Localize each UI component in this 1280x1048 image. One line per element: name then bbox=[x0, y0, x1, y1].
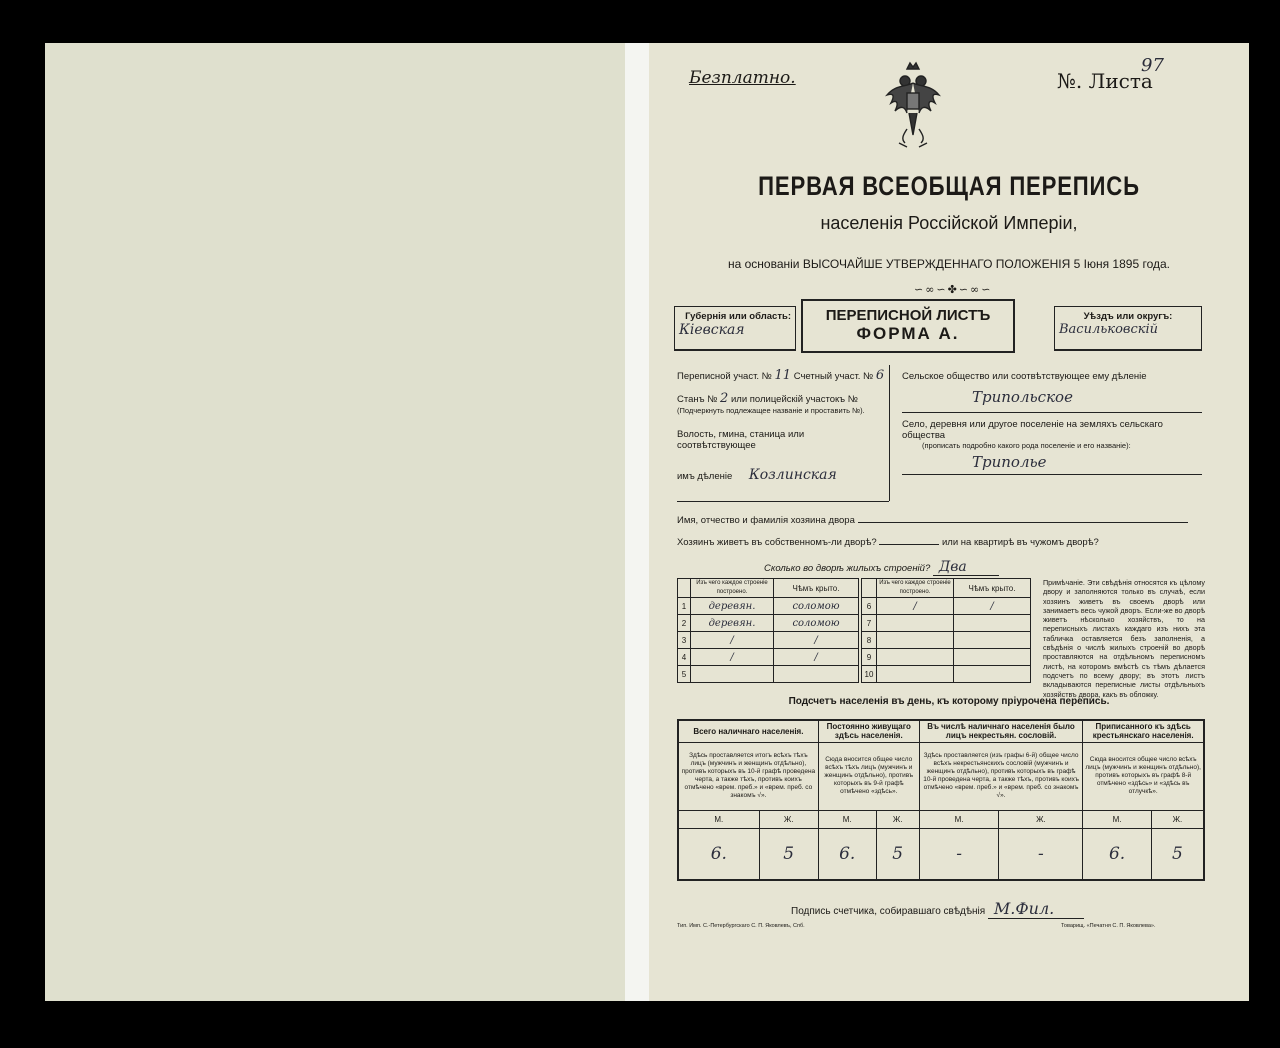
buildings-value: Два bbox=[933, 559, 999, 576]
roof-header-right: Чѣмъ крыто. bbox=[954, 579, 1031, 598]
permanent-population-desc: Сюда вносится общее число всѣхъ тѣхъ лицъ (мужчинъ и женщинъ отдѣльно), противъ которыхъ въ 9-й графѣ отмѣчено «здѣсь». bbox=[818, 742, 919, 810]
building-n-cell: 2 bbox=[678, 615, 691, 632]
non-peasant-desc: Здѣсь проставляется (изъ графы 6-й) общее число всѣхъ некрестьянскихъ сословій (мужчинъ и женщинъ отдѣльно), противъ которыхъ въ графѣ 10-й проведена черта, а также тѣхъ, противъ коихъ отмѣчено «врем. преб.» и «врем. преб. со знакомъ √». bbox=[919, 742, 1083, 810]
building-material-cell bbox=[877, 649, 954, 666]
building-row bbox=[678, 666, 859, 683]
building-roof-cell: соломою bbox=[774, 615, 859, 632]
building-material-cell: деревян. bbox=[691, 598, 774, 615]
summary-value: 6. bbox=[678, 828, 759, 880]
building-roof-cell bbox=[954, 666, 1031, 683]
building-row bbox=[862, 598, 1031, 615]
volost-value: Козлинская bbox=[748, 467, 837, 483]
total-population-header: Всего наличнаго населенія. bbox=[678, 720, 818, 742]
building-material-cell bbox=[877, 632, 954, 649]
double-headed-eagle-emblem-icon bbox=[881, 59, 945, 155]
sheet-label: №. Листа bbox=[1057, 69, 1153, 93]
owner-label: Имя, отчество и фамилія хозяина двора bbox=[677, 515, 855, 526]
building-n-cell: 8 bbox=[862, 632, 877, 649]
permanent-population-header: Постоянно живущаго здѣсь населенія. bbox=[818, 720, 919, 742]
building-n-cell: 4 bbox=[678, 649, 691, 666]
counting-district-label: Счетный участ. № bbox=[793, 371, 874, 382]
sheet-number: 97 bbox=[1141, 55, 1164, 76]
buildings-rows-left bbox=[678, 598, 859, 683]
building-row bbox=[862, 615, 1031, 632]
form-subtitle: населенія Россійской Имперіи, bbox=[820, 213, 1078, 233]
female-col-4: Ж. bbox=[1151, 810, 1204, 828]
male-col-4: М. bbox=[1083, 810, 1151, 828]
material-header-right: Изъ чего каждое строеніе построено. bbox=[877, 579, 954, 598]
counting-district-value: 6 bbox=[875, 368, 885, 383]
uezd-label: Уѣздъ или округъ: bbox=[1083, 311, 1173, 322]
bottom-rule-left bbox=[677, 501, 889, 502]
building-n-cell: 5 bbox=[678, 666, 691, 683]
building-row bbox=[678, 649, 859, 666]
buildings-table-left bbox=[677, 578, 859, 683]
building-roof-cell bbox=[954, 649, 1031, 666]
registered-peasant-desc: Сюда вносится общее число всѣхъ лицъ (мужчинъ и женщинъ отдѣльно), противъ которыхъ въ графѣ 8-й отмѣчено «здѣсь» и «здѣсь въ отлучкѣ». bbox=[1083, 742, 1204, 810]
owner-line bbox=[677, 515, 1201, 526]
building-material-cell: деревян. bbox=[691, 615, 774, 632]
female-col-3: Ж. bbox=[999, 810, 1083, 828]
settlement-fields bbox=[902, 371, 1202, 475]
underline-note: (Подчеркнуть подлежащее названіе и проставить №). bbox=[677, 406, 865, 415]
summary-value: 5 bbox=[1151, 828, 1204, 880]
male-col-1: М. bbox=[678, 810, 759, 828]
volost-line bbox=[677, 467, 885, 483]
building-row bbox=[862, 632, 1031, 649]
material-header: Изъ чего каждое строеніе построено. bbox=[691, 579, 774, 598]
building-row bbox=[678, 598, 859, 615]
building-row bbox=[678, 615, 859, 632]
building-roof-cell: / bbox=[774, 632, 859, 649]
female-col-2: Ж. bbox=[876, 810, 919, 828]
police-label: или полицейскій участокъ № bbox=[730, 394, 858, 405]
buildings-line bbox=[764, 559, 999, 576]
form-title: ПЕРВАЯ ВСЕОБЩАЯ ПЕРЕПИСЬ bbox=[758, 171, 1140, 201]
vertical-rule bbox=[889, 365, 890, 501]
registered-peasant-header: Приписанного къ здѣсь крестьянскаго населенія. bbox=[1083, 720, 1204, 742]
building-n-cell: 10 bbox=[862, 666, 877, 683]
female-col-1: Ж. bbox=[759, 810, 818, 828]
building-n-cell: 1 bbox=[678, 598, 691, 615]
free-label: Безплатно. bbox=[689, 68, 796, 88]
male-col-2: М. bbox=[818, 810, 876, 828]
form-a-title-box bbox=[801, 299, 1015, 353]
building-material-cell: / bbox=[877, 598, 954, 615]
stan-value: 2 bbox=[720, 391, 729, 406]
building-roof-cell: / bbox=[954, 598, 1031, 615]
roof-header: Чѣмъ крыто. bbox=[774, 579, 859, 598]
census-form-page bbox=[649, 43, 1249, 1001]
district-fields bbox=[677, 368, 885, 483]
book-spine bbox=[625, 43, 649, 1001]
stan-label: Станъ № bbox=[677, 394, 718, 405]
building-roof-cell: / bbox=[774, 649, 859, 666]
summary-value: 6. bbox=[818, 828, 876, 880]
uezd-box bbox=[1054, 306, 1202, 351]
total-population-desc: Здѣсь проставляется итогъ всѣхъ тѣхъ лицъ (мужчинъ и женщинъ отдѣльно), противъ которыхъ въ 10-й графѣ проведена черта, а также тѣхъ, противъ коихъ отмѣчено «врем. преб.» и «врем. преб. со знакомъ √». bbox=[678, 742, 818, 810]
male-col-3: М. bbox=[919, 810, 999, 828]
building-material-cell: / bbox=[691, 649, 774, 666]
summary-value: 5 bbox=[876, 828, 919, 880]
society-value: Трипольское bbox=[902, 382, 1202, 413]
census-district-label: Переписной участ. № bbox=[677, 371, 772, 382]
building-material-cell bbox=[877, 615, 954, 632]
signature-label: Подпись счетчика, собиравшаго свѣдѣнія bbox=[791, 906, 986, 917]
gubernia-box bbox=[674, 306, 796, 351]
village-value: Триполье bbox=[902, 450, 1202, 475]
summary-value: 5 bbox=[759, 828, 818, 880]
society-label: Сельское общество или соотвѣтствующее ему дѣленіе bbox=[902, 371, 1147, 382]
village-note: (прописать подробно какого рода поселеніе и его названіе): bbox=[922, 441, 1131, 450]
volost-label-1: Волость, гмина, станица или соотвѣтствующее bbox=[677, 429, 805, 451]
building-material-cell: / bbox=[691, 632, 774, 649]
building-row bbox=[862, 666, 1031, 683]
summary-heading: Подсчетъ населенія въ день, къ которому пріурочена перепись. bbox=[788, 696, 1110, 707]
sheet-number-label bbox=[1057, 55, 1164, 93]
building-roof-cell bbox=[954, 632, 1031, 649]
buildings-rows-right bbox=[862, 598, 1031, 683]
building-roof-cell bbox=[774, 666, 859, 683]
form-sheet-title: ПЕРЕПИСНОЙ ЛИСТЪ bbox=[825, 307, 991, 324]
building-row bbox=[862, 649, 1031, 666]
residence-line bbox=[677, 537, 1201, 548]
note-text: Примѣчаніе. Эти свѣдѣнія относятся къ цѣлому двору и заполняются только въ случаѣ, если хозяинъ живетъ въ своемъ дворѣ или занимаетъ весь чужой дворъ. Если-же во дворѣ живетъ нѣсколько хозяйствъ, то на переписныхъ листахъ каждаго изъ нихъ эта табличка оставляется безъ заполненія, а свѣдѣнія о числѣ жилыхъ строеній во дворѣ проставляются на отдѣльномъ переписномъ листѣ, на которомъ вмѣстѣ съ тѣмъ дѣлается подсчетъ по всему двору; въ этотъ листъ вкладываются переписные листы отдѣльныхъ хозяйствъ двора, какъ въ обложку. bbox=[1043, 578, 1205, 699]
village-label: Село, деревня или другое поселеніе на земляхъ сельскаго общества bbox=[902, 419, 1163, 441]
building-roof-cell bbox=[954, 615, 1031, 632]
building-row bbox=[678, 632, 859, 649]
signature-line bbox=[791, 899, 1084, 919]
population-summary-table bbox=[677, 719, 1205, 881]
rented-label: или на квартирѣ въ чужомъ дворѣ? bbox=[941, 537, 1099, 548]
building-n-cell: 9 bbox=[862, 649, 877, 666]
census-district-value: 11 bbox=[774, 368, 792, 383]
buildings-label: Сколько во дворѣ жилыхъ строеній? bbox=[764, 563, 931, 574]
signature-value: М.Фил. bbox=[988, 899, 1084, 919]
district-line bbox=[677, 368, 885, 383]
own-yard-label: Хозяинъ живетъ въ собственномъ-ли дворѣ? bbox=[677, 537, 877, 548]
printer-imprint-left: Тип. Имп. С.-Петербургскаго С. П. Яковлевъ, Спб. bbox=[677, 923, 805, 929]
uezd-value: Васильковскій bbox=[1059, 322, 1159, 337]
building-n-cell: 3 bbox=[678, 632, 691, 649]
legal-basis-line: на основаніи ВЫСОЧАЙШЕ УТВЕРЖДЕННАГО ПОЛОЖЕНІЯ 5 Іюня 1895 года. bbox=[727, 257, 1170, 271]
gubernia-value: Кіевская bbox=[679, 322, 745, 338]
form-letter: ФОРМА А. bbox=[856, 324, 960, 343]
printer-imprint-right: Товарищ. «Печатня С. П. Яковлева». bbox=[1061, 923, 1156, 929]
volost-label-2: имъ дѣленіе bbox=[677, 471, 733, 482]
building-roof-cell: соломою bbox=[774, 598, 859, 615]
building-material-cell bbox=[691, 666, 774, 683]
non-peasant-header: Въ числѣ наличнаго населенія было лицъ некрестьян. сословій. bbox=[919, 720, 1083, 742]
gubernia-label: Губернія или область: bbox=[685, 311, 791, 322]
building-n-cell: 6 bbox=[862, 598, 877, 615]
summary-value: - bbox=[999, 828, 1083, 880]
summary-value: - bbox=[919, 828, 999, 880]
stan-line bbox=[677, 391, 885, 406]
building-material-cell bbox=[877, 666, 954, 683]
left-blank-page bbox=[45, 43, 627, 1001]
ornament-divider: ∽∞∽✤∽∞∽ bbox=[914, 283, 993, 296]
building-n-cell: 7 bbox=[862, 615, 877, 632]
buildings-table-right bbox=[861, 578, 1031, 683]
summary-value: 6. bbox=[1083, 828, 1151, 880]
